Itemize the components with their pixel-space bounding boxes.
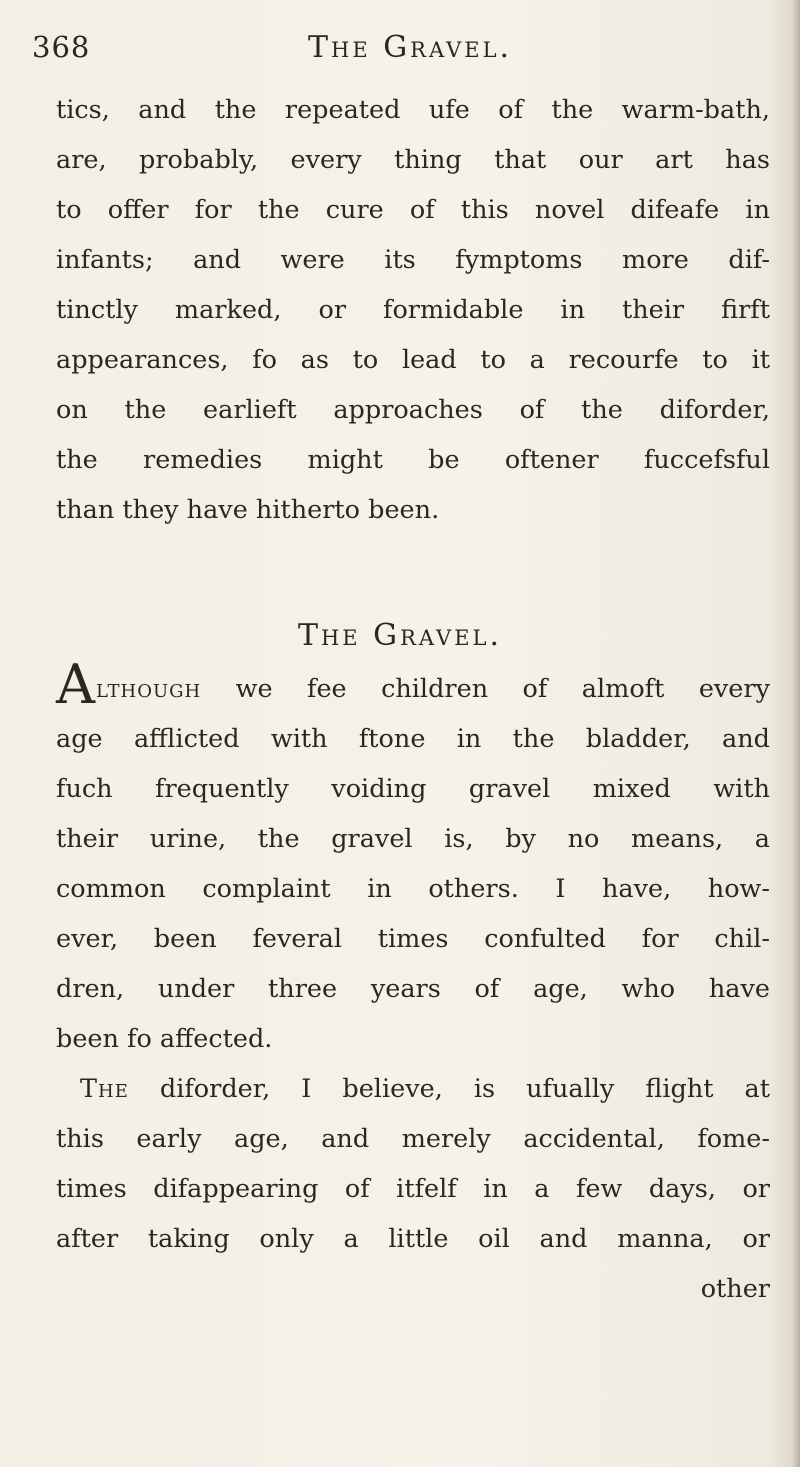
text-line: appearances, fo as to lead to a recourfe to it [56, 345, 770, 375]
text-line: ever, been feveral times confulted for chil- [56, 924, 770, 954]
text-line: this early age, and merely accidental, fome- [56, 1124, 770, 1154]
opening-word: lthough [96, 674, 202, 704]
text-line: to offer for the cure of this novel difeafe in [56, 195, 770, 225]
text-line: after taking only a little oil and manna, or [56, 1224, 770, 1254]
page-edge-shadow [792, 0, 800, 1467]
page-header [32, 30, 752, 74]
first-line-rest: we fee children of almoft every [201, 674, 770, 704]
text-line: on the earlieft approaches of the diforder, [56, 395, 770, 425]
paragraph-gravel [56, 653, 770, 1314]
text-line: common complaint in others. I have, how- [56, 874, 770, 904]
text-line-dropcap [56, 653, 770, 716]
section-title: The Gravel. [297, 618, 503, 653]
first-line-rest: diforder, I believe, is ufually flight at [128, 1074, 770, 1104]
text-line: the remedies might be oftener fuccefsful [56, 445, 770, 475]
text-line: age afflicted with ftone in the bladder, and [56, 724, 770, 754]
text-line: than they have hitherto been. [56, 495, 440, 525]
text-line: times difappearing of itfelf in a few days, or [56, 1174, 770, 1204]
paragraph-continued [56, 85, 770, 535]
text-line: been fo affected. [56, 1024, 273, 1054]
text-line: infants; and were its fymptoms more dif- [56, 245, 770, 275]
page-number: 368 [32, 30, 91, 64]
text-line-paragraph-start [56, 1064, 770, 1114]
text-line: are, probably, every thing that our art has [56, 145, 770, 175]
text-line: dren, under three years of age, who have [56, 974, 770, 1004]
text-line: fuch frequently voiding gravel mixed with [56, 774, 770, 804]
drop-cap: A [56, 653, 95, 716]
text-line: their urine, the gravel is, by no means, a [56, 824, 770, 854]
running-head: The Gravel. [308, 30, 513, 65]
catchword: other [700, 1274, 770, 1304]
opening-word: The [80, 1074, 129, 1104]
text-line: tinctly marked, or formidable in their firft [56, 295, 770, 325]
text-line: tics, and the repeated ufe of the warm-bath, [56, 95, 770, 125]
